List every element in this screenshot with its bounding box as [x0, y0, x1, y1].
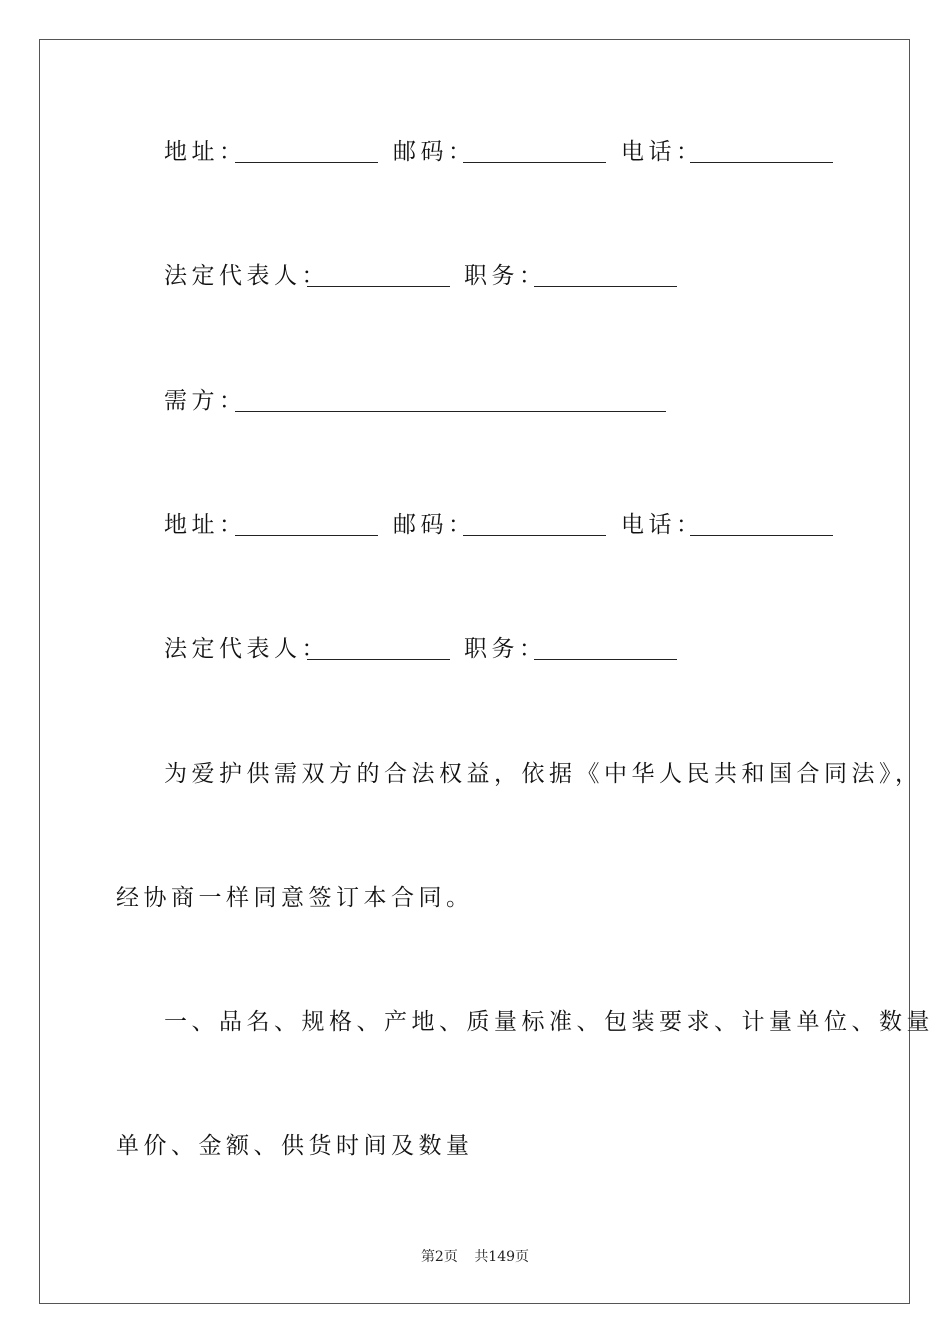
- address-label: 地址：: [164, 512, 247, 538]
- preamble-line-1: 为爱护供需双方的合法权益，依据《中华人民共和国合同法》，: [164, 761, 923, 787]
- title-blank[interactable]: [534, 286, 677, 287]
- rep-blank[interactable]: [307, 286, 450, 287]
- phone-blank[interactable]: [690, 162, 833, 163]
- rep-label: 法定代表人：: [164, 636, 329, 662]
- title-label: 职务：: [464, 636, 547, 662]
- rep-label: 法定代表人：: [164, 263, 329, 289]
- phone-label: 电话：: [621, 512, 704, 538]
- section-1-heading-line-1: 一、品名、规格、产地、质量标准、包装要求、计量单位、数量: [164, 1009, 934, 1035]
- buyer-rep-line: [0, 632, 950, 666]
- supplier-contact-line: [0, 135, 950, 169]
- buyer-label: 需方：: [164, 388, 247, 414]
- title-label: 职务：: [464, 263, 547, 289]
- supplier-rep-line: [0, 259, 950, 293]
- page-current: 第2页: [420, 1249, 458, 1265]
- postcode-blank[interactable]: [463, 535, 606, 536]
- page-total: 共149页: [474, 1249, 530, 1265]
- address-blank[interactable]: [235, 162, 378, 163]
- rep-blank[interactable]: [307, 659, 450, 660]
- title-blank[interactable]: [534, 659, 677, 660]
- phone-blank[interactable]: [690, 535, 833, 536]
- page-footer: [0, 1246, 950, 1266]
- postcode-label: 邮码：: [393, 512, 476, 538]
- address-blank[interactable]: [235, 535, 378, 536]
- phone-label: 电话：: [621, 139, 704, 165]
- postcode-blank[interactable]: [463, 162, 606, 163]
- page-frame: [39, 39, 910, 1304]
- address-label: 地址：: [164, 139, 247, 165]
- section-1-heading-line-2: 单价、金额、供货时间及数量: [116, 1133, 474, 1159]
- buyer-contact-line: [0, 508, 950, 542]
- buyer-blank[interactable]: [235, 411, 666, 412]
- postcode-label: 邮码：: [393, 139, 476, 165]
- preamble-line-2: 经协商一样同意签订本合同。: [116, 885, 474, 911]
- buyer-line: [0, 384, 950, 418]
